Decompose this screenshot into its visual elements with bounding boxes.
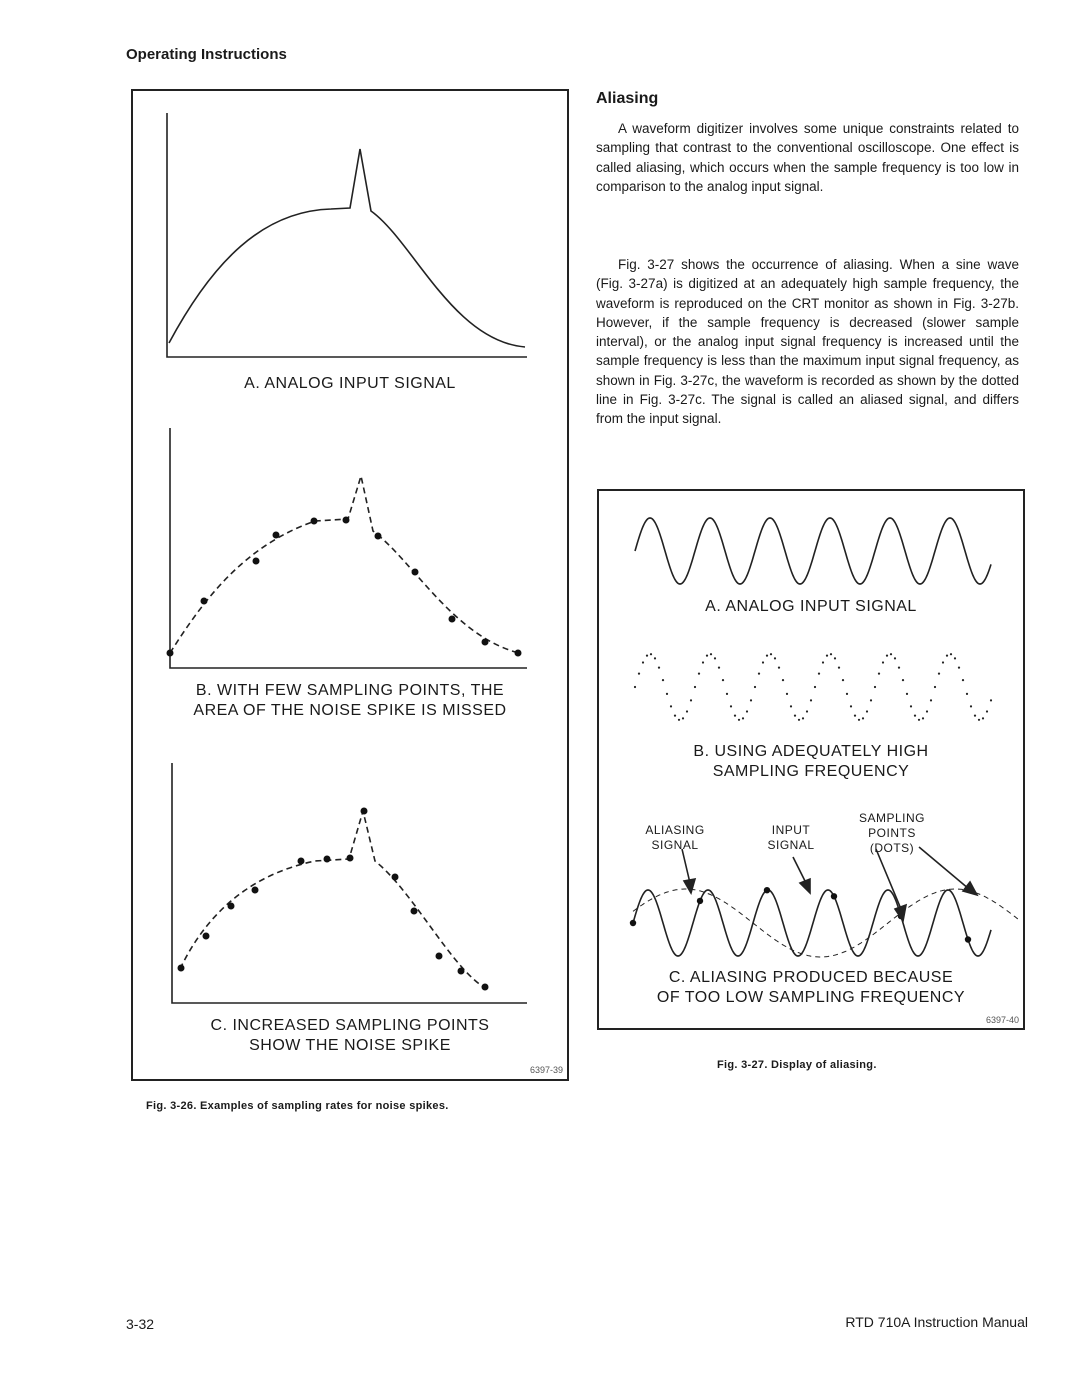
panel-c-label <box>599 968 1023 1008</box>
sample-dot <box>986 710 988 712</box>
sampling-label-line1: SAMPLING <box>858 811 925 825</box>
panel-c-label-line1: C. INCREASED SAMPLING POINTS <box>210 1017 490 1034</box>
sample-dot <box>990 699 992 701</box>
panel-c-label-line2: SHOW THE NOISE SPIKE <box>249 1037 451 1054</box>
panel-c-label-line2: OF TOO LOW SAMPLING FREQUENCY <box>656 989 966 1006</box>
sample-dot <box>866 710 868 712</box>
panel-b-label-line1: B. USING ADEQUATELY HIGH <box>693 743 929 760</box>
sample-dot <box>822 661 824 663</box>
sample-dot <box>682 717 684 719</box>
sample-dot <box>950 653 952 655</box>
sample-dot <box>750 699 752 701</box>
sample-dot <box>898 667 900 669</box>
sample-dot <box>311 518 318 525</box>
sample-dot <box>862 717 864 719</box>
sample-dot <box>770 653 772 655</box>
sample-dot <box>798 719 800 721</box>
sample-dot <box>962 679 964 681</box>
section-header: Operating Instructions <box>126 46 287 63</box>
sample-dot <box>764 887 770 893</box>
sample-dot <box>878 673 880 675</box>
sample-dot <box>324 856 331 863</box>
sample-dot <box>938 673 940 675</box>
figure-code: 6397-39 <box>529 1065 563 1075</box>
sample-dot <box>361 808 368 815</box>
aliasing-arrowhead <box>684 879 695 893</box>
sample-dot <box>298 858 305 865</box>
sample-dot <box>914 715 916 717</box>
sample-dot <box>706 655 708 657</box>
sample-dot <box>954 657 956 659</box>
panel-b-axes <box>170 428 527 668</box>
sample-dot <box>638 673 640 675</box>
sample-dot <box>411 908 418 915</box>
panel-c-sample-dots <box>178 808 489 991</box>
sample-dot <box>850 705 852 707</box>
sample-dot <box>902 679 904 681</box>
sample-dot <box>970 705 972 707</box>
figure-3-26-caption: Fig. 3-26. Examples of sampling rates for noise spikes. <box>146 1100 449 1112</box>
sample-dot <box>714 657 716 659</box>
sample-dot <box>670 705 672 707</box>
sample-dot <box>814 686 816 688</box>
sample-dot <box>831 893 837 899</box>
sample-dot <box>702 661 704 663</box>
sample-dot <box>830 653 832 655</box>
sample-dot <box>253 558 260 565</box>
sample-dot <box>347 855 354 862</box>
sample-dot <box>886 655 888 657</box>
manual-title: RTD 710A Instruction Manual <box>845 1314 1028 1330</box>
sample-dot <box>874 686 876 688</box>
panel-b-label-line2: AREA OF THE NOISE SPIKE IS MISSED <box>193 702 507 719</box>
sample-dot <box>698 673 700 675</box>
aliasing-sample-dots <box>630 887 971 943</box>
analog-input-curve <box>169 149 525 347</box>
sample-dot <box>782 679 784 681</box>
panel-b-label-line1: B. WITH FEW SAMPLING POINTS, THE <box>195 682 505 699</box>
sample-dot <box>786 693 788 695</box>
sample-dot <box>167 650 174 657</box>
paragraph-1: A waveform digitizer involves some unique constraints related to sampling that contrast to the conventional oscilloscope. One effect is called aliasing, which occurs when the sample frequency is too low in comparison to the analog input signal. <box>596 121 1019 194</box>
sample-dot <box>694 686 696 688</box>
sampled-sine-dots <box>634 653 992 721</box>
sample-dot <box>722 679 724 681</box>
sample-dot <box>982 717 984 719</box>
sample-dot <box>718 667 720 669</box>
panel-a-label: A. ANALOG INPUT SIGNAL <box>244 375 456 392</box>
sample-dot <box>794 715 796 717</box>
sample-dot <box>854 715 856 717</box>
sample-dot <box>965 936 971 942</box>
sample-dot <box>642 661 644 663</box>
sample-dot <box>842 679 844 681</box>
panel-c-dashed-curve <box>180 811 487 989</box>
sample-dot <box>678 719 680 721</box>
panel-b-dashed-curve <box>170 476 519 653</box>
sample-dot <box>910 705 912 707</box>
page-number: 3-32 <box>126 1316 155 1332</box>
panel-b-label <box>133 681 567 721</box>
sample-dot <box>922 717 924 719</box>
sample-dot <box>754 686 756 688</box>
sample-dot <box>818 673 820 675</box>
analog-sine-wave <box>635 518 991 584</box>
sample-dot <box>906 693 908 695</box>
sample-dot <box>894 657 896 659</box>
sample-dot <box>918 719 920 721</box>
sample-dot <box>858 719 860 721</box>
figure-3-27-caption: Fig. 3-27. Display of aliasing. <box>717 1059 877 1071</box>
sample-dot <box>228 903 235 910</box>
sample-dot <box>870 699 872 701</box>
sample-dot <box>742 717 744 719</box>
sample-dot <box>734 715 736 717</box>
figure-3-27 <box>597 489 1025 1030</box>
sample-dot <box>978 719 980 721</box>
sampling-label-line2: POINTS <box>868 826 916 840</box>
aliasing-signal-label <box>635 823 715 853</box>
sample-dot <box>674 715 676 717</box>
sample-dot <box>730 705 732 707</box>
sample-dot <box>726 693 728 695</box>
sample-dot <box>273 532 280 539</box>
sampling-arrowhead-2 <box>963 882 977 895</box>
sample-dot <box>203 933 210 940</box>
sample-dot <box>178 965 185 972</box>
panel-a-label: A. ANALOG INPUT SIGNAL <box>705 598 917 615</box>
figure-3-26 <box>131 89 569 1081</box>
input-label-line2: SIGNAL <box>767 838 815 852</box>
sample-dot <box>201 598 208 605</box>
sampling-label-line3: (DOTS) <box>869 841 915 855</box>
sample-dot <box>762 661 764 663</box>
sample-dot <box>758 673 760 675</box>
sample-dot <box>810 699 812 701</box>
sampling-points-label <box>847 811 937 856</box>
sample-dot <box>392 874 399 881</box>
sample-dot <box>515 650 522 657</box>
aliasing-label-line1: ALIASING <box>645 823 705 837</box>
aliasing-label-line2: SIGNAL <box>651 838 699 852</box>
input-signal-label <box>751 823 831 853</box>
sample-dot <box>930 699 932 701</box>
sample-dot <box>846 693 848 695</box>
sample-dot <box>710 653 712 655</box>
input-label-line1: INPUT <box>771 823 811 837</box>
sample-dot <box>802 717 804 719</box>
sample-dot <box>738 719 740 721</box>
panel-b-label-line2: SAMPLING FREQUENCY <box>712 763 910 780</box>
sample-dot <box>697 898 703 904</box>
panel-c-axes <box>172 763 527 1003</box>
sample-dot <box>634 686 636 688</box>
aliasing-dashed-wave <box>633 889 1019 957</box>
sample-dot <box>630 920 636 926</box>
sample-dot <box>436 953 443 960</box>
figure-3-26-drawing <box>133 91 567 1079</box>
sample-dot <box>974 715 976 717</box>
sample-dot <box>458 968 465 975</box>
sample-dot <box>482 639 489 646</box>
sample-dot <box>662 679 664 681</box>
sample-dot <box>934 686 936 688</box>
sample-dot <box>778 667 780 669</box>
sample-dot <box>686 710 688 712</box>
sample-dot <box>838 667 840 669</box>
sample-dot <box>790 705 792 707</box>
sample-dot <box>766 655 768 657</box>
panel-a-axes <box>167 113 527 357</box>
panel-c-label-line1: C. ALIASING PRODUCED BECAUSE <box>668 969 954 986</box>
panel-c-label <box>133 1016 567 1056</box>
sample-dot <box>882 661 884 663</box>
sample-dot <box>650 653 652 655</box>
sample-dot <box>774 657 776 659</box>
input-sine-wave <box>633 890 991 956</box>
sample-dot <box>946 655 948 657</box>
sample-dot <box>690 699 692 701</box>
input-arrowhead <box>800 879 810 893</box>
sample-dot <box>834 657 836 659</box>
sample-dot <box>482 984 489 991</box>
sample-dot <box>654 657 656 659</box>
sample-dot <box>666 693 668 695</box>
sampling-arrowhead-1 <box>895 905 906 921</box>
section-title: Aliasing <box>596 90 659 107</box>
sample-dot <box>252 887 259 894</box>
paragraph-2: Fig. 3-27 shows the occurrence of aliasing. When a sine wave (Fig. 3-27a) is digitized at an adequately high sample frequency, the waveform is reproduced on the CRT monitor as shown in Fig. 3-27b. However, if the sample frequency is decreased (slower sample interval), or the analog input signal frequency is increased until the sample frequency is less than the maximum input signal frequency, as shown in Fig. 3-27c, the waveform is recorded as shown by the dotted line in Fig. 3-27c. The signal is called an aliased signal, and differs from the input signal. <box>596 257 1019 427</box>
sample-dot <box>806 710 808 712</box>
input-arrow <box>793 857 806 883</box>
sample-dot <box>942 661 944 663</box>
panel-b-label <box>599 742 1023 782</box>
figure-code: 6397-40 <box>985 1015 1019 1025</box>
sample-dot <box>958 667 960 669</box>
sample-dot <box>658 667 660 669</box>
sample-dot <box>343 517 350 524</box>
aliasing-arrow <box>682 849 690 883</box>
sample-dot <box>826 655 828 657</box>
sample-dot <box>966 693 968 695</box>
sample-dot <box>412 569 419 576</box>
sample-dot <box>646 655 648 657</box>
sample-dot <box>746 710 748 712</box>
sample-dot <box>375 533 382 540</box>
sample-dot <box>890 653 892 655</box>
sample-dot <box>926 710 928 712</box>
sample-dot <box>449 616 456 623</box>
